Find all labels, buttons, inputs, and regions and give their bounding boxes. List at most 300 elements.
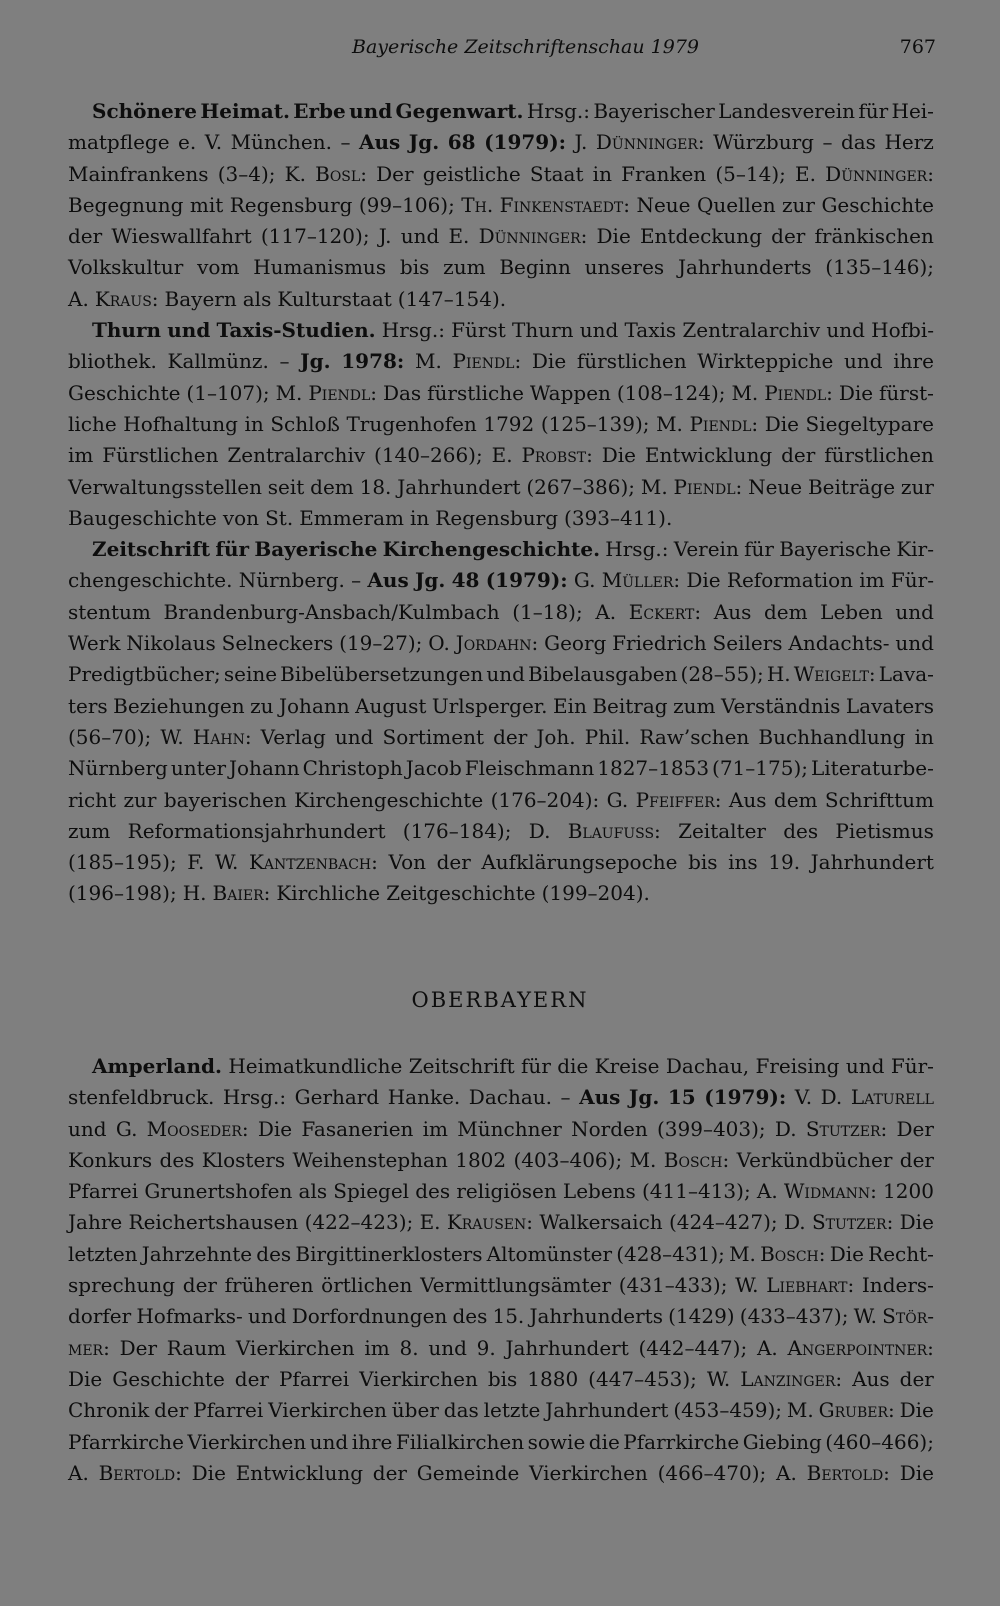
word: W.	[735, 1273, 759, 1298]
text-line	[68, 1176, 934, 1207]
text-line	[68, 315, 934, 346]
word: Hrsg.:	[381, 318, 445, 343]
word: Beginn	[499, 255, 571, 280]
word: Mainfrankens	[68, 161, 209, 186]
word: Joh.	[536, 724, 576, 749]
word: Predigtbücher;	[68, 662, 221, 687]
word: Die	[764, 411, 799, 436]
word: Pfarrkirche	[623, 1429, 740, 1454]
word: Der	[896, 1116, 934, 1141]
word: seit	[267, 474, 305, 499]
word: Weigelt:	[793, 662, 876, 687]
text-line	[68, 847, 934, 878]
word: örtlichen	[321, 1273, 413, 1298]
word: Kraus:	[94, 286, 159, 311]
word: Die	[596, 224, 631, 249]
word: Buchhandlung	[758, 724, 906, 749]
word: Quellen	[696, 192, 776, 217]
word: Von	[388, 850, 426, 875]
text-line	[68, 816, 934, 847]
word: fränkischen	[814, 224, 934, 249]
word: Pfarrkirche	[68, 1429, 184, 1454]
word: Verein	[673, 537, 739, 562]
word: Reichertshausen	[128, 1210, 299, 1235]
word: letzten	[68, 1241, 138, 1266]
word: Chronik	[68, 1398, 150, 1423]
word: Geschichte	[821, 192, 934, 217]
word: Pfeiffer:	[635, 787, 722, 812]
word: M.	[275, 380, 303, 405]
text-line	[68, 503, 934, 534]
word: Kantzenbach:	[248, 850, 378, 875]
word: Aus	[852, 1366, 890, 1391]
word: Jg.	[628, 1085, 660, 1110]
word: Hrsg.:	[222, 1085, 287, 1110]
word: Thurn	[92, 318, 162, 343]
word: E.	[795, 161, 816, 186]
word: Hahn:	[192, 724, 252, 749]
word: Zentralarchiv	[682, 318, 821, 343]
word: für	[521, 1054, 551, 1078]
word: unseres	[584, 255, 665, 280]
word: bis	[399, 255, 430, 280]
word: Gegenwart.	[395, 99, 524, 123]
word: Der	[119, 1335, 158, 1360]
word: E.	[448, 224, 470, 249]
text-line	[68, 534, 934, 565]
word: Die	[899, 1210, 934, 1235]
word: und	[486, 662, 525, 687]
word: 1978:	[341, 349, 405, 374]
word: A.	[595, 599, 617, 624]
text-line	[68, 284, 934, 315]
word: der	[68, 224, 103, 249]
word: Kirchengeschichte	[294, 787, 484, 812]
word: in	[244, 411, 264, 436]
word: der	[182, 1273, 217, 1298]
text-line	[68, 1082, 934, 1113]
word: als	[242, 286, 272, 311]
word: D.	[820, 1085, 843, 1110]
word: religiösen	[456, 1179, 557, 1204]
word: Zeitalter	[678, 818, 766, 843]
word: fürst-	[879, 380, 934, 405]
word: Vierkirchen	[187, 1429, 307, 1454]
word: Hrsg.:	[605, 537, 669, 562]
word: Eckert:	[628, 599, 702, 624]
word: des	[783, 818, 819, 843]
word: Wieswallfahrt	[111, 224, 252, 249]
word: der	[234, 1366, 269, 1391]
word: Pfarrei	[278, 1366, 350, 1391]
word: –	[340, 130, 351, 155]
word: Jg.	[300, 349, 331, 374]
word: Konkurs	[68, 1147, 153, 1172]
word: 1792	[483, 411, 535, 436]
word: Hofhaltung	[123, 411, 238, 436]
word: M.	[786, 1398, 814, 1423]
word: 18.	[359, 474, 392, 499]
word: Jg.	[408, 130, 440, 155]
bibliography-block-2	[68, 1051, 934, 1489]
word: (267–386);	[526, 474, 636, 499]
word: –	[822, 130, 833, 155]
word: sowie	[527, 1429, 586, 1454]
word: Grunertshofen	[144, 1179, 293, 1204]
page-number: 767	[899, 36, 936, 58]
word: (1979):	[484, 130, 567, 155]
word: zum	[443, 255, 486, 280]
word: A.	[68, 1460, 89, 1485]
word: Geschichte	[112, 1366, 225, 1391]
word: Jordahn:	[455, 631, 539, 656]
word: 1827–1853	[597, 756, 710, 781]
word: Widmann:	[783, 1179, 877, 1204]
word: (1429)	[668, 1304, 735, 1329]
word: bis	[688, 850, 718, 875]
word: E.	[491, 443, 513, 468]
word: Bayerische	[254, 537, 378, 562]
text-line	[68, 378, 934, 409]
word: der	[372, 1460, 407, 1485]
word: (135–146);	[825, 255, 934, 280]
word: 68	[447, 130, 476, 155]
word: (1–18);	[512, 599, 583, 624]
word: V.	[204, 130, 223, 155]
word: und	[826, 318, 865, 343]
word: Kallmünz.	[167, 349, 269, 374]
word: Nikolaus	[126, 631, 216, 656]
text-line	[68, 1051, 934, 1082]
word: Lebens	[562, 1179, 636, 1204]
word: ins	[728, 850, 758, 875]
word: 1200	[883, 1179, 934, 1204]
word: Johann	[229, 756, 300, 781]
word: Hei-	[891, 99, 934, 123]
word: Wappen	[529, 380, 611, 405]
word: des	[159, 1147, 195, 1172]
word: Jahrhunderts	[677, 255, 812, 280]
word: Lanzinger:	[740, 1366, 843, 1391]
word: (185–195);	[68, 850, 177, 875]
word: V.	[794, 1085, 813, 1110]
word: Die	[68, 1366, 103, 1391]
word: Kulturstaat	[277, 286, 392, 311]
word: Die	[686, 568, 721, 593]
word: Baier:	[212, 881, 271, 906]
word: Phil.	[584, 724, 631, 749]
running-title: Bayerische Zeitschriftenschau 1979	[352, 36, 700, 58]
word: Klosters	[201, 1147, 286, 1172]
word: Jahrhundert	[545, 1398, 669, 1423]
word: W.	[853, 1304, 878, 1329]
word: Leben	[820, 599, 883, 624]
word: St.	[265, 505, 294, 530]
word: (442–447);	[638, 1335, 748, 1360]
word: (1979):	[704, 1085, 787, 1110]
text-line	[68, 1301, 934, 1332]
page-header	[0, 36, 1000, 66]
word: Beitrag	[592, 693, 668, 718]
word: D.	[774, 1116, 797, 1141]
word: Fürst	[451, 318, 506, 343]
word: Fasanerien	[301, 1116, 414, 1141]
word: bis	[487, 1366, 518, 1391]
word: Verwaltungsstellen	[68, 474, 262, 499]
word: G.	[606, 787, 629, 812]
word: (460–466);	[825, 1429, 934, 1454]
word: Nürnberg	[68, 756, 168, 781]
word: W.	[706, 1366, 731, 1391]
word: unter	[170, 756, 227, 781]
word: Entwicklung	[644, 443, 773, 468]
word: Hrsg.:	[526, 99, 591, 123]
text-line	[68, 472, 934, 503]
word: (28–55);	[680, 662, 764, 687]
word: (393–411).	[564, 505, 673, 530]
word: M.	[414, 349, 442, 374]
word: des	[415, 1179, 451, 1204]
word: Bosl:	[315, 161, 367, 186]
word: Reformationsjahrhundert	[127, 818, 386, 843]
word: Landesverein	[718, 99, 855, 123]
word: 1880	[527, 1366, 579, 1391]
word: chengeschichte.	[68, 568, 233, 593]
word: Die	[531, 349, 567, 374]
word: (403–406);	[513, 1147, 623, 1172]
word: Jahrhundert	[505, 1335, 629, 1360]
word: die	[588, 1429, 620, 1454]
word: Hanke.	[387, 1085, 461, 1110]
word: und	[895, 631, 934, 656]
word: Piendl:	[764, 380, 833, 405]
word: e.	[178, 130, 197, 155]
word: Staat	[529, 161, 584, 186]
word: 8.	[399, 1335, 419, 1360]
word: A.	[756, 1179, 778, 1204]
word: ihre	[351, 1429, 393, 1454]
word: (140–266);	[374, 443, 483, 468]
word: Vierkirchen	[268, 1398, 387, 1423]
word: Bayerische	[779, 537, 892, 562]
text-line	[68, 1207, 934, 1238]
word: Entwicklung	[235, 1460, 364, 1485]
word: Jahrzehnte	[141, 1241, 253, 1266]
word: letzte	[483, 1398, 541, 1423]
text-line	[68, 659, 934, 690]
word: liche	[68, 411, 117, 436]
word: Vierkirchen	[235, 1335, 355, 1360]
word: Amperland.	[92, 1054, 222, 1078]
word: (431–433);	[618, 1273, 728, 1298]
word: Kirchengeschichte.	[382, 537, 601, 562]
word: Aus	[579, 1085, 621, 1110]
word: die	[557, 1054, 589, 1078]
word: der	[899, 1147, 934, 1172]
word: im	[859, 568, 885, 593]
word: A.	[776, 1460, 797, 1485]
word: der	[154, 1398, 189, 1423]
word: August	[355, 693, 427, 718]
word: zur	[782, 192, 815, 217]
word: (56–70);	[68, 724, 152, 749]
word: Taxis	[624, 318, 677, 343]
text-line	[68, 753, 934, 784]
word: Raw’schen	[639, 724, 750, 749]
text-line	[68, 628, 934, 659]
word: und	[309, 1429, 349, 1454]
text-line	[68, 159, 934, 190]
word: Freising	[755, 1054, 840, 1078]
word: Georg	[544, 631, 607, 656]
word: stenfeldbruck.	[68, 1085, 215, 1110]
word: und	[349, 99, 393, 123]
word: (108–124);	[616, 380, 726, 405]
word: Würzburg	[713, 130, 814, 155]
word: dem	[763, 599, 808, 624]
word: Aus	[728, 787, 767, 812]
text-line	[68, 1145, 934, 1176]
word: Blaufuss:	[567, 818, 661, 843]
word: zur	[900, 474, 934, 499]
word: Das	[382, 380, 422, 405]
text-line	[68, 127, 934, 158]
word: ters	[68, 693, 108, 718]
word: 1802	[455, 1147, 507, 1172]
word: (428–431);	[616, 1241, 725, 1266]
word: Bibelübersetzungen	[280, 662, 484, 687]
word: und	[428, 1335, 467, 1360]
text-line	[68, 221, 934, 252]
word: Altomünster	[486, 1241, 613, 1266]
word: in	[914, 724, 934, 749]
text-line	[68, 785, 934, 816]
word: 19.	[768, 850, 801, 875]
word: Die	[257, 1116, 293, 1141]
text-line	[68, 1114, 934, 1145]
word: (3–4);	[217, 161, 276, 186]
word: H.	[182, 881, 207, 906]
word: O.	[428, 631, 450, 656]
word: Norden	[571, 1116, 648, 1141]
word: Zeitgeschichte	[386, 881, 536, 906]
text-line	[68, 878, 934, 909]
text-line	[68, 1239, 934, 1270]
word: 15	[667, 1085, 696, 1110]
word: der	[771, 224, 806, 249]
text-line	[68, 346, 934, 377]
word: A.	[756, 1335, 778, 1360]
word: D.	[783, 1210, 806, 1235]
word: der	[436, 850, 471, 875]
word: Die	[829, 1241, 864, 1266]
word: Dünninger:	[478, 224, 588, 249]
word: Für-	[890, 1054, 934, 1078]
word: Zentralarchiv	[227, 443, 366, 468]
word: Beiträge	[807, 474, 896, 499]
word: W.	[214, 850, 239, 875]
word: Weihenstephan	[292, 1147, 448, 1172]
word: (411–413);	[642, 1179, 751, 1204]
word: G.	[573, 568, 596, 593]
word: Schrifttum	[824, 787, 934, 812]
word: Die	[191, 1460, 226, 1485]
word: Dachau,	[665, 1054, 750, 1078]
word: bayerischen	[163, 787, 287, 812]
word: Herz	[884, 130, 934, 155]
word: Vermittlungsämter	[420, 1273, 612, 1298]
word: Liebhart:	[766, 1273, 855, 1298]
word: Regensburg	[229, 192, 353, 217]
word: Andachts-	[788, 631, 890, 656]
word: Bayerischer	[593, 99, 715, 123]
word: zum	[673, 693, 716, 718]
text-line	[68, 1270, 934, 1301]
word: dorfer	[68, 1304, 132, 1329]
word: Dünninger:	[595, 130, 705, 155]
word: Neue	[748, 474, 803, 499]
word: Spiegel	[333, 1179, 410, 1204]
text-line	[68, 190, 934, 221]
word: Vierkirchen	[359, 1366, 478, 1391]
word: Finkenstaedt:	[499, 192, 631, 217]
word: und	[247, 1304, 287, 1329]
word: Bibelausgaben	[528, 662, 678, 687]
word: –	[279, 349, 290, 374]
word: Verkündbücher	[736, 1147, 893, 1172]
word: Aus	[367, 568, 409, 593]
word: Werk	[68, 631, 121, 656]
word: Hofbi-	[871, 318, 934, 343]
word: Verständnis	[720, 693, 841, 718]
word: der	[781, 443, 816, 468]
word: Selneckers	[221, 631, 334, 656]
word: Zeitschrift	[408, 1054, 515, 1078]
word: Probst:	[521, 443, 593, 468]
word: M.	[640, 474, 668, 499]
word: Franken	[621, 161, 707, 186]
word: des	[452, 1304, 488, 1329]
word: (147–154).	[397, 286, 507, 311]
word: das	[840, 130, 876, 155]
word: G.	[115, 1116, 138, 1141]
word: Kirchliche	[276, 881, 381, 906]
word: H.	[766, 662, 791, 687]
word: Lava-	[878, 662, 934, 687]
word: Literaturbe-	[810, 756, 934, 781]
word: (176–204):	[490, 787, 600, 812]
section-heading: OBERBAYERN	[411, 988, 589, 1012]
word: Jg.	[414, 568, 446, 593]
word: im	[364, 1335, 390, 1360]
word: Stutzer:	[811, 1210, 894, 1235]
word: Inders-	[861, 1273, 934, 1298]
text-line	[68, 1364, 934, 1395]
word: Urlsperger.	[431, 693, 548, 718]
word: über	[391, 1398, 439, 1423]
word: Walkersaich	[539, 1210, 663, 1235]
word: 48	[451, 568, 480, 593]
word: Jahrhunderts	[529, 1304, 663, 1329]
word: früheren	[224, 1273, 314, 1298]
word: Geschichte	[68, 380, 181, 405]
word: Laturell	[850, 1085, 934, 1110]
word: Piendl:	[689, 411, 759, 436]
word: Kir-	[896, 537, 934, 562]
word: (176–184);	[402, 818, 512, 843]
word: (433–437);	[739, 1304, 849, 1329]
word: (447–453);	[588, 1366, 697, 1391]
